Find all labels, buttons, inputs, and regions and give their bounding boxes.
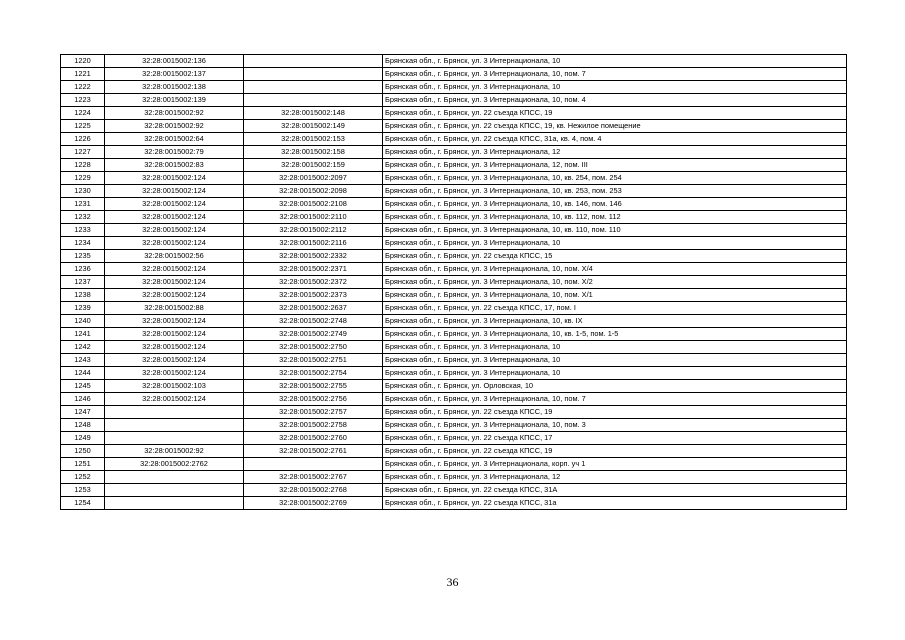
address-cell: Брянская обл., г. Брянск, ул. 3 Интернационала, 10 (383, 354, 847, 367)
table-row (61, 263, 847, 276)
object-cadastral-number-cell: 32:28:0015002:2768 (244, 484, 383, 497)
parcel-cadastral-number-cell: 32:28:0015002:2762 (105, 458, 244, 471)
address-cell: Брянская обл., г. Брянск, ул. 3 Интернационала, 10, кв. 1-5, пом. 1-5 (383, 328, 847, 341)
parcel-cadastral-number-cell: 32:28:0015002:124 (105, 237, 244, 250)
parcel-cadastral-number-cell (105, 432, 244, 445)
row-number-cell: 1251 (61, 458, 105, 471)
address-cell: Брянская обл., г. Брянск, ул. 3 Интернационала, 10, кв. 254, пом. 254 (383, 172, 847, 185)
object-cadastral-number-cell: 32:28:0015002:2371 (244, 263, 383, 276)
registry-table (60, 54, 847, 510)
table-row (61, 55, 847, 68)
object-cadastral-number-cell (244, 81, 383, 94)
address-cell: Брянская обл., г. Брянск, ул. 3 Интернационала, 10, кв. 253, пом. 253 (383, 185, 847, 198)
table-row (61, 107, 847, 120)
parcel-cadastral-number-cell: 32:28:0015002:64 (105, 133, 244, 146)
row-number-cell: 1245 (61, 380, 105, 393)
parcel-cadastral-number-cell (105, 484, 244, 497)
address-cell: Брянская обл., г. Брянск, ул. 22 съезда КПСС, 17 (383, 432, 847, 445)
address-cell: Брянская обл., г. Брянск, ул. 3 Интернационала, 10 (383, 367, 847, 380)
parcel-cadastral-number-cell: 32:28:0015002:138 (105, 81, 244, 94)
table-row (61, 341, 847, 354)
row-number-cell: 1253 (61, 484, 105, 497)
object-cadastral-number-cell: 32:28:0015002:2748 (244, 315, 383, 328)
row-number-cell: 1228 (61, 159, 105, 172)
address-cell: Брянская обл., г. Брянск, ул. 22 съезда КПСС, 19, кв. Нежилое помещение (383, 120, 847, 133)
row-number-cell: 1233 (61, 224, 105, 237)
address-cell: Брянская обл., г. Брянск, ул. 3 Интернационала, 10, пом. 7 (383, 68, 847, 81)
row-number-cell: 1238 (61, 289, 105, 302)
row-number-cell: 1247 (61, 406, 105, 419)
row-number-cell: 1243 (61, 354, 105, 367)
address-cell: Брянская обл., г. Брянск, ул. 22 съезда КПСС, 31а (383, 497, 847, 510)
table-row (61, 354, 847, 367)
table-row (61, 211, 847, 224)
address-cell: Брянская обл., г. Брянск, ул. 3 Интернационала, 10, пом. X/2 (383, 276, 847, 289)
parcel-cadastral-number-cell: 32:28:0015002:124 (105, 224, 244, 237)
object-cadastral-number-cell: 32:28:0015002:2751 (244, 354, 383, 367)
table-row (61, 419, 847, 432)
parcel-cadastral-number-cell (105, 419, 244, 432)
object-cadastral-number-cell: 32:28:0015002:2097 (244, 172, 383, 185)
parcel-cadastral-number-cell: 32:28:0015002:92 (105, 120, 244, 133)
row-number-cell: 1222 (61, 81, 105, 94)
parcel-cadastral-number-cell: 32:28:0015002:136 (105, 55, 244, 68)
row-number-cell: 1227 (61, 146, 105, 159)
parcel-cadastral-number-cell: 32:28:0015002:124 (105, 393, 244, 406)
address-cell: Брянская обл., г. Брянск, ул. 3 Интернационала, 10 (383, 237, 847, 250)
row-number-cell: 1220 (61, 55, 105, 68)
table-row (61, 315, 847, 328)
object-cadastral-number-cell: 32:28:0015002:2756 (244, 393, 383, 406)
row-number-cell: 1249 (61, 432, 105, 445)
address-cell: Брянская обл., г. Брянск, ул. Орловская, 10 (383, 380, 847, 393)
table-row (61, 68, 847, 81)
row-number-cell: 1246 (61, 393, 105, 406)
object-cadastral-number-cell: 32:28:0015002:2754 (244, 367, 383, 380)
row-number-cell: 1235 (61, 250, 105, 263)
table-row (61, 432, 847, 445)
row-number-cell: 1229 (61, 172, 105, 185)
object-cadastral-number-cell: 32:28:0015002:2750 (244, 341, 383, 354)
parcel-cadastral-number-cell: 32:28:0015002:124 (105, 198, 244, 211)
object-cadastral-number-cell: 32:28:0015002:2637 (244, 302, 383, 315)
address-cell: Брянская обл., г. Брянск, ул. 3 Интернационала, 10, пом. 4 (383, 94, 847, 107)
parcel-cadastral-number-cell: 32:28:0015002:103 (105, 380, 244, 393)
table-row (61, 406, 847, 419)
address-cell: Брянская обл., г. Брянск, ул. 3 Интернационала, 10, пом. 3 (383, 419, 847, 432)
object-cadastral-number-cell: 32:28:0015002:159 (244, 159, 383, 172)
parcel-cadastral-number-cell: 32:28:0015002:124 (105, 211, 244, 224)
parcel-cadastral-number-cell: 32:28:0015002:124 (105, 354, 244, 367)
object-cadastral-number-cell (244, 94, 383, 107)
object-cadastral-number-cell: 32:28:0015002:2758 (244, 419, 383, 432)
registry-table-body (61, 55, 847, 510)
object-cadastral-number-cell: 32:28:0015002:2108 (244, 198, 383, 211)
table-row (61, 133, 847, 146)
table-row (61, 276, 847, 289)
address-cell: Брянская обл., г. Брянск, ул. 3 Интернационала, 10, пом. X/1 (383, 289, 847, 302)
parcel-cadastral-number-cell: 32:28:0015002:124 (105, 289, 244, 302)
table-row (61, 328, 847, 341)
address-cell: Брянская обл., г. Брянск, ул. 3 Интернационала, 12, пом. III (383, 159, 847, 172)
row-number-cell: 1234 (61, 237, 105, 250)
parcel-cadastral-number-cell: 32:28:0015002:92 (105, 107, 244, 120)
row-number-cell: 1240 (61, 315, 105, 328)
parcel-cadastral-number-cell: 32:28:0015002:92 (105, 445, 244, 458)
object-cadastral-number-cell: 32:28:0015002:2761 (244, 445, 383, 458)
address-cell: Брянская обл., г. Брянск, ул. 3 Интернационала, 10 (383, 341, 847, 354)
object-cadastral-number-cell: 32:28:0015002:148 (244, 107, 383, 120)
table-row (61, 471, 847, 484)
address-cell: Брянская обл., г. Брянск, ул. 22 съезда КПСС, 19 (383, 107, 847, 120)
object-cadastral-number-cell: 32:28:0015002:2112 (244, 224, 383, 237)
object-cadastral-number-cell: 32:28:0015002:2749 (244, 328, 383, 341)
address-cell: Брянская обл., г. Брянск, ул. 22 съезда КПСС, 17, пом. I (383, 302, 847, 315)
object-cadastral-number-cell: 32:28:0015002:2767 (244, 471, 383, 484)
object-cadastral-number-cell: 32:28:0015002:2769 (244, 497, 383, 510)
address-cell: Брянская обл., г. Брянск, ул. 3 Интернационала, 10, пом. 7 (383, 393, 847, 406)
table-row (61, 198, 847, 211)
parcel-cadastral-number-cell: 32:28:0015002:124 (105, 185, 244, 198)
parcel-cadastral-number-cell: 32:28:0015002:137 (105, 68, 244, 81)
row-number-cell: 1239 (61, 302, 105, 315)
page-number: 36 (446, 575, 459, 589)
row-number-cell: 1231 (61, 198, 105, 211)
row-number-cell: 1236 (61, 263, 105, 276)
row-number-cell: 1225 (61, 120, 105, 133)
row-number-cell: 1241 (61, 328, 105, 341)
row-number-cell: 1221 (61, 68, 105, 81)
object-cadastral-number-cell: 32:28:0015002:153 (244, 133, 383, 146)
table-row (61, 367, 847, 380)
table-row (61, 224, 847, 237)
parcel-cadastral-number-cell: 32:28:0015002:56 (105, 250, 244, 263)
object-cadastral-number-cell: 32:28:0015002:149 (244, 120, 383, 133)
object-cadastral-number-cell (244, 458, 383, 471)
parcel-cadastral-number-cell: 32:28:0015002:124 (105, 276, 244, 289)
address-cell: Брянская обл., г. Брянск, ул. 3 Интернационала, 12 (383, 146, 847, 159)
row-number-cell: 1230 (61, 185, 105, 198)
address-cell: Брянская обл., г. Брянск, ул. 3 Интернационала, 10, кв. IX (383, 315, 847, 328)
row-number-cell: 1252 (61, 471, 105, 484)
table-row (61, 172, 847, 185)
table-row (61, 120, 847, 133)
row-number-cell: 1250 (61, 445, 105, 458)
address-cell: Брянская обл., г. Брянск, ул. 22 съезда КПСС, 15 (383, 250, 847, 263)
table-row (61, 289, 847, 302)
address-cell: Брянская обл., г. Брянск, ул. 3 Интернационала, 10 (383, 55, 847, 68)
address-cell: Брянская обл., г. Брянск, ул. 3 Интернационала, 10, пом. X/4 (383, 263, 847, 276)
table-row (61, 484, 847, 497)
object-cadastral-number-cell: 32:28:0015002:2755 (244, 380, 383, 393)
address-cell: Брянская обл., г. Брянск, ул. 3 Интернационала, 12 (383, 471, 847, 484)
parcel-cadastral-number-cell: 32:28:0015002:124 (105, 367, 244, 380)
object-cadastral-number-cell (244, 68, 383, 81)
parcel-cadastral-number-cell: 32:28:0015002:124 (105, 341, 244, 354)
row-number-cell: 1226 (61, 133, 105, 146)
address-cell: Брянская обл., г. Брянск, ул. 22 съезда КПСС, 31А (383, 484, 847, 497)
row-number-cell: 1237 (61, 276, 105, 289)
parcel-cadastral-number-cell: 32:28:0015002:124 (105, 328, 244, 341)
object-cadastral-number-cell: 32:28:0015002:2098 (244, 185, 383, 198)
row-number-cell: 1248 (61, 419, 105, 432)
address-cell: Брянская обл., г. Брянск, ул. 3 Интернационала, 10 (383, 81, 847, 94)
table-row (61, 146, 847, 159)
object-cadastral-number-cell: 32:28:0015002:2372 (244, 276, 383, 289)
table-row (61, 81, 847, 94)
row-number-cell: 1232 (61, 211, 105, 224)
object-cadastral-number-cell: 32:28:0015002:158 (244, 146, 383, 159)
address-cell: Брянская обл., г. Брянск, ул. 3 Интернационала, 10, кв. 112, пом. 112 (383, 211, 847, 224)
table-row (61, 302, 847, 315)
table-row (61, 94, 847, 107)
parcel-cadastral-number-cell: 32:28:0015002:124 (105, 172, 244, 185)
table-row (61, 185, 847, 198)
parcel-cadastral-number-cell (105, 471, 244, 484)
object-cadastral-number-cell: 32:28:0015002:2332 (244, 250, 383, 263)
object-cadastral-number-cell: 32:28:0015002:2116 (244, 237, 383, 250)
address-cell: Брянская обл., г. Брянск, ул. 3 Интернационала, 10, кв. 110, пом. 110 (383, 224, 847, 237)
table-row (61, 393, 847, 406)
parcel-cadastral-number-cell: 32:28:0015002:88 (105, 302, 244, 315)
table-row (61, 380, 847, 393)
parcel-cadastral-number-cell (105, 497, 244, 510)
parcel-cadastral-number-cell (105, 406, 244, 419)
parcel-cadastral-number-cell: 32:28:0015002:124 (105, 315, 244, 328)
address-cell: Брянская обл., г. Брянск, ул. 3 Интернационала, 10, кв. 146, пом. 146 (383, 198, 847, 211)
row-number-cell: 1244 (61, 367, 105, 380)
row-number-cell: 1242 (61, 341, 105, 354)
object-cadastral-number-cell: 32:28:0015002:2757 (244, 406, 383, 419)
table-row (61, 458, 847, 471)
address-cell: Брянская обл., г. Брянск, ул. 22 съезда КПСС, 19 (383, 406, 847, 419)
row-number-cell: 1254 (61, 497, 105, 510)
address-cell: Брянская обл., г. Брянск, ул. 3 Интернационала, корп. уч 1 (383, 458, 847, 471)
parcel-cadastral-number-cell: 32:28:0015002:139 (105, 94, 244, 107)
object-cadastral-number-cell: 32:28:0015002:2760 (244, 432, 383, 445)
table-row (61, 445, 847, 458)
table-row (61, 159, 847, 172)
table-row (61, 497, 847, 510)
object-cadastral-number-cell (244, 55, 383, 68)
row-number-cell: 1224 (61, 107, 105, 120)
parcel-cadastral-number-cell: 32:28:0015002:83 (105, 159, 244, 172)
object-cadastral-number-cell: 32:28:0015002:2373 (244, 289, 383, 302)
parcel-cadastral-number-cell: 32:28:0015002:79 (105, 146, 244, 159)
parcel-cadastral-number-cell: 32:28:0015002:124 (105, 263, 244, 276)
address-cell: Брянская обл., г. Брянск, ул. 22 съезда КПСС, 19 (383, 445, 847, 458)
address-cell: Брянская обл., г. Брянск, ул. 22 съезда КПСС, 31а, кв. 4, пом. 4 (383, 133, 847, 146)
row-number-cell: 1223 (61, 94, 105, 107)
object-cadastral-number-cell: 32:28:0015002:2110 (244, 211, 383, 224)
table-row (61, 250, 847, 263)
table-row (61, 237, 847, 250)
